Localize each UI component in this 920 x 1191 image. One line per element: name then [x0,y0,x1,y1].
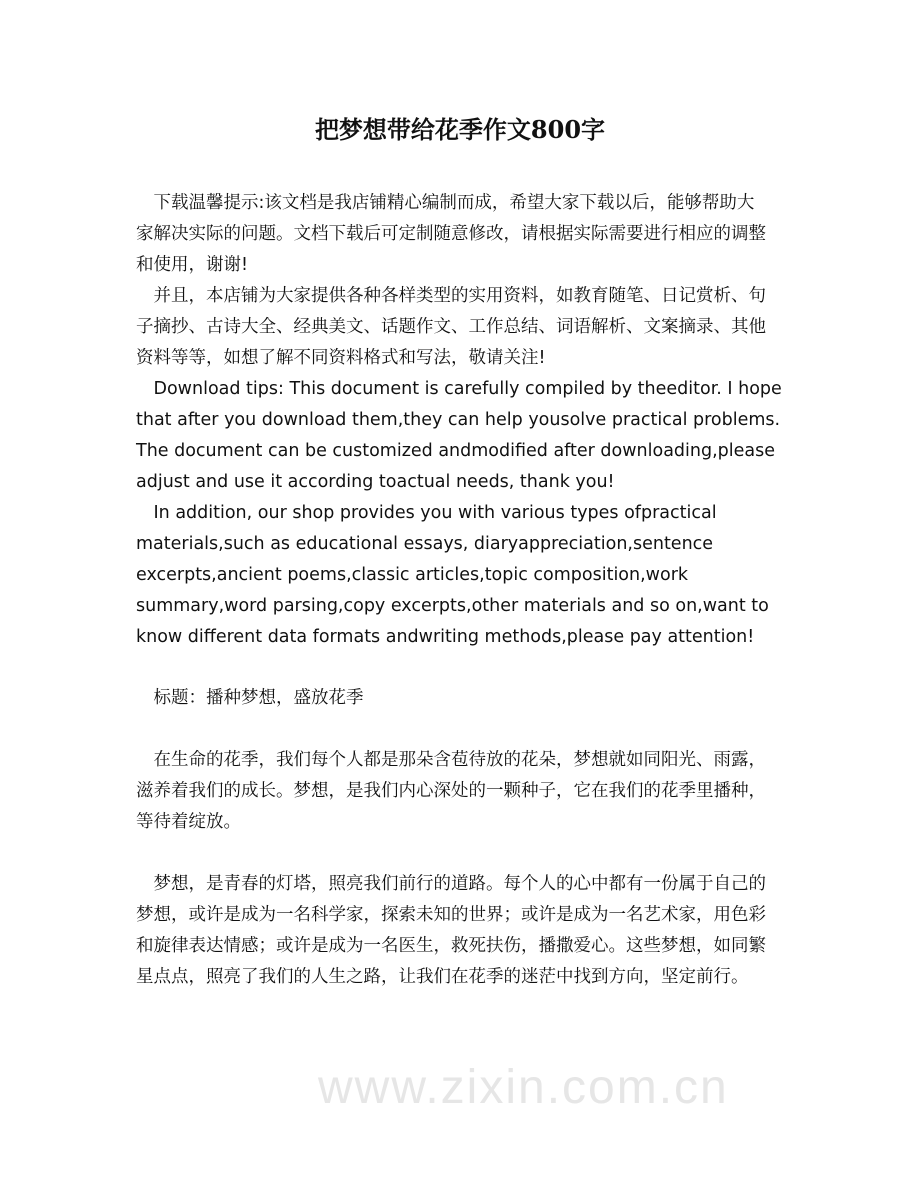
text-line: 和使用，谢谢! [136,255,249,275]
text-line: know different data formats andwriting methods,please pay attention! [136,627,755,647]
text-line: 在生命的花季，我们每个人都是那朵含苞待放的花朵，梦想就如同阳光、雨露， [136,750,766,770]
text-line: 标题：播种梦想，盛放花季 [136,688,364,708]
text-line: summary,word parsing,copy excerpts,other materials and so on,want to [136,596,769,616]
watermark: www.zixin.com.cn [318,1061,729,1114]
text-line: 等待着绽放。 [136,812,241,832]
text-line: The document can be customized andmodified after downloading,please [136,441,775,461]
text-line: 星点点，照亮了我们的人生之路，让我们在花季的迷茫中找到方向，坚定前行。 [136,967,749,987]
text-line: 梦想，是青春的灯塔，照亮我们前行的道路。每个人的心中都有一份属于自己的 [136,874,766,894]
text-line: adjust and use it according toactual needs, thank you! [136,472,615,492]
text-line: 滋养着我们的成长。梦想，是我们内心深处的一颗种子，它在我们的花季里播种， [136,781,766,801]
text-line: 家解决实际的问题。文档下载后可定制随意修改，请根据实际需要进行相应的调整 [136,224,766,244]
text-line: that after you download them,they can help yousolve practical problems. [136,410,781,430]
text-line: 并且，本店铺为大家提供各种各样类型的实用资料，如教育随笔、日记赏析、句 [136,286,766,306]
text-line: materials,such as educational essays, diaryappreciation,sentence [136,534,714,554]
text-line: In addition, our shop provides you with various types ofpractical [136,503,717,523]
text-line: 和旋律表达情感；或许是成为一名医生，救死扶伤，播撒爱心。这些梦想，如同繁 [136,936,766,956]
text-line: Download tips: This document is carefully compiled by theeditor. I hope [136,379,782,399]
text-line: 子摘抄、古诗大全、经典美文、话题作文、工作总结、词语解析、文案摘录、其他 [136,317,766,337]
text-line: excerpts,ancient poems,classic articles,topic composition,work [136,565,689,585]
text-line: 下载温馨提示:该文档是我店铺精心编制而成，希望大家下载以后，能够帮助大 [136,193,755,213]
document-title: 把梦想带给花季作文800字 [314,115,606,144]
text-line: 梦想，或许是成为一名科学家，探索未知的世界；或许是成为一名艺术家，用色彩 [136,905,766,925]
text-line: 资料等等，如想了解不同资料格式和写法，敬请关注! [136,348,546,368]
